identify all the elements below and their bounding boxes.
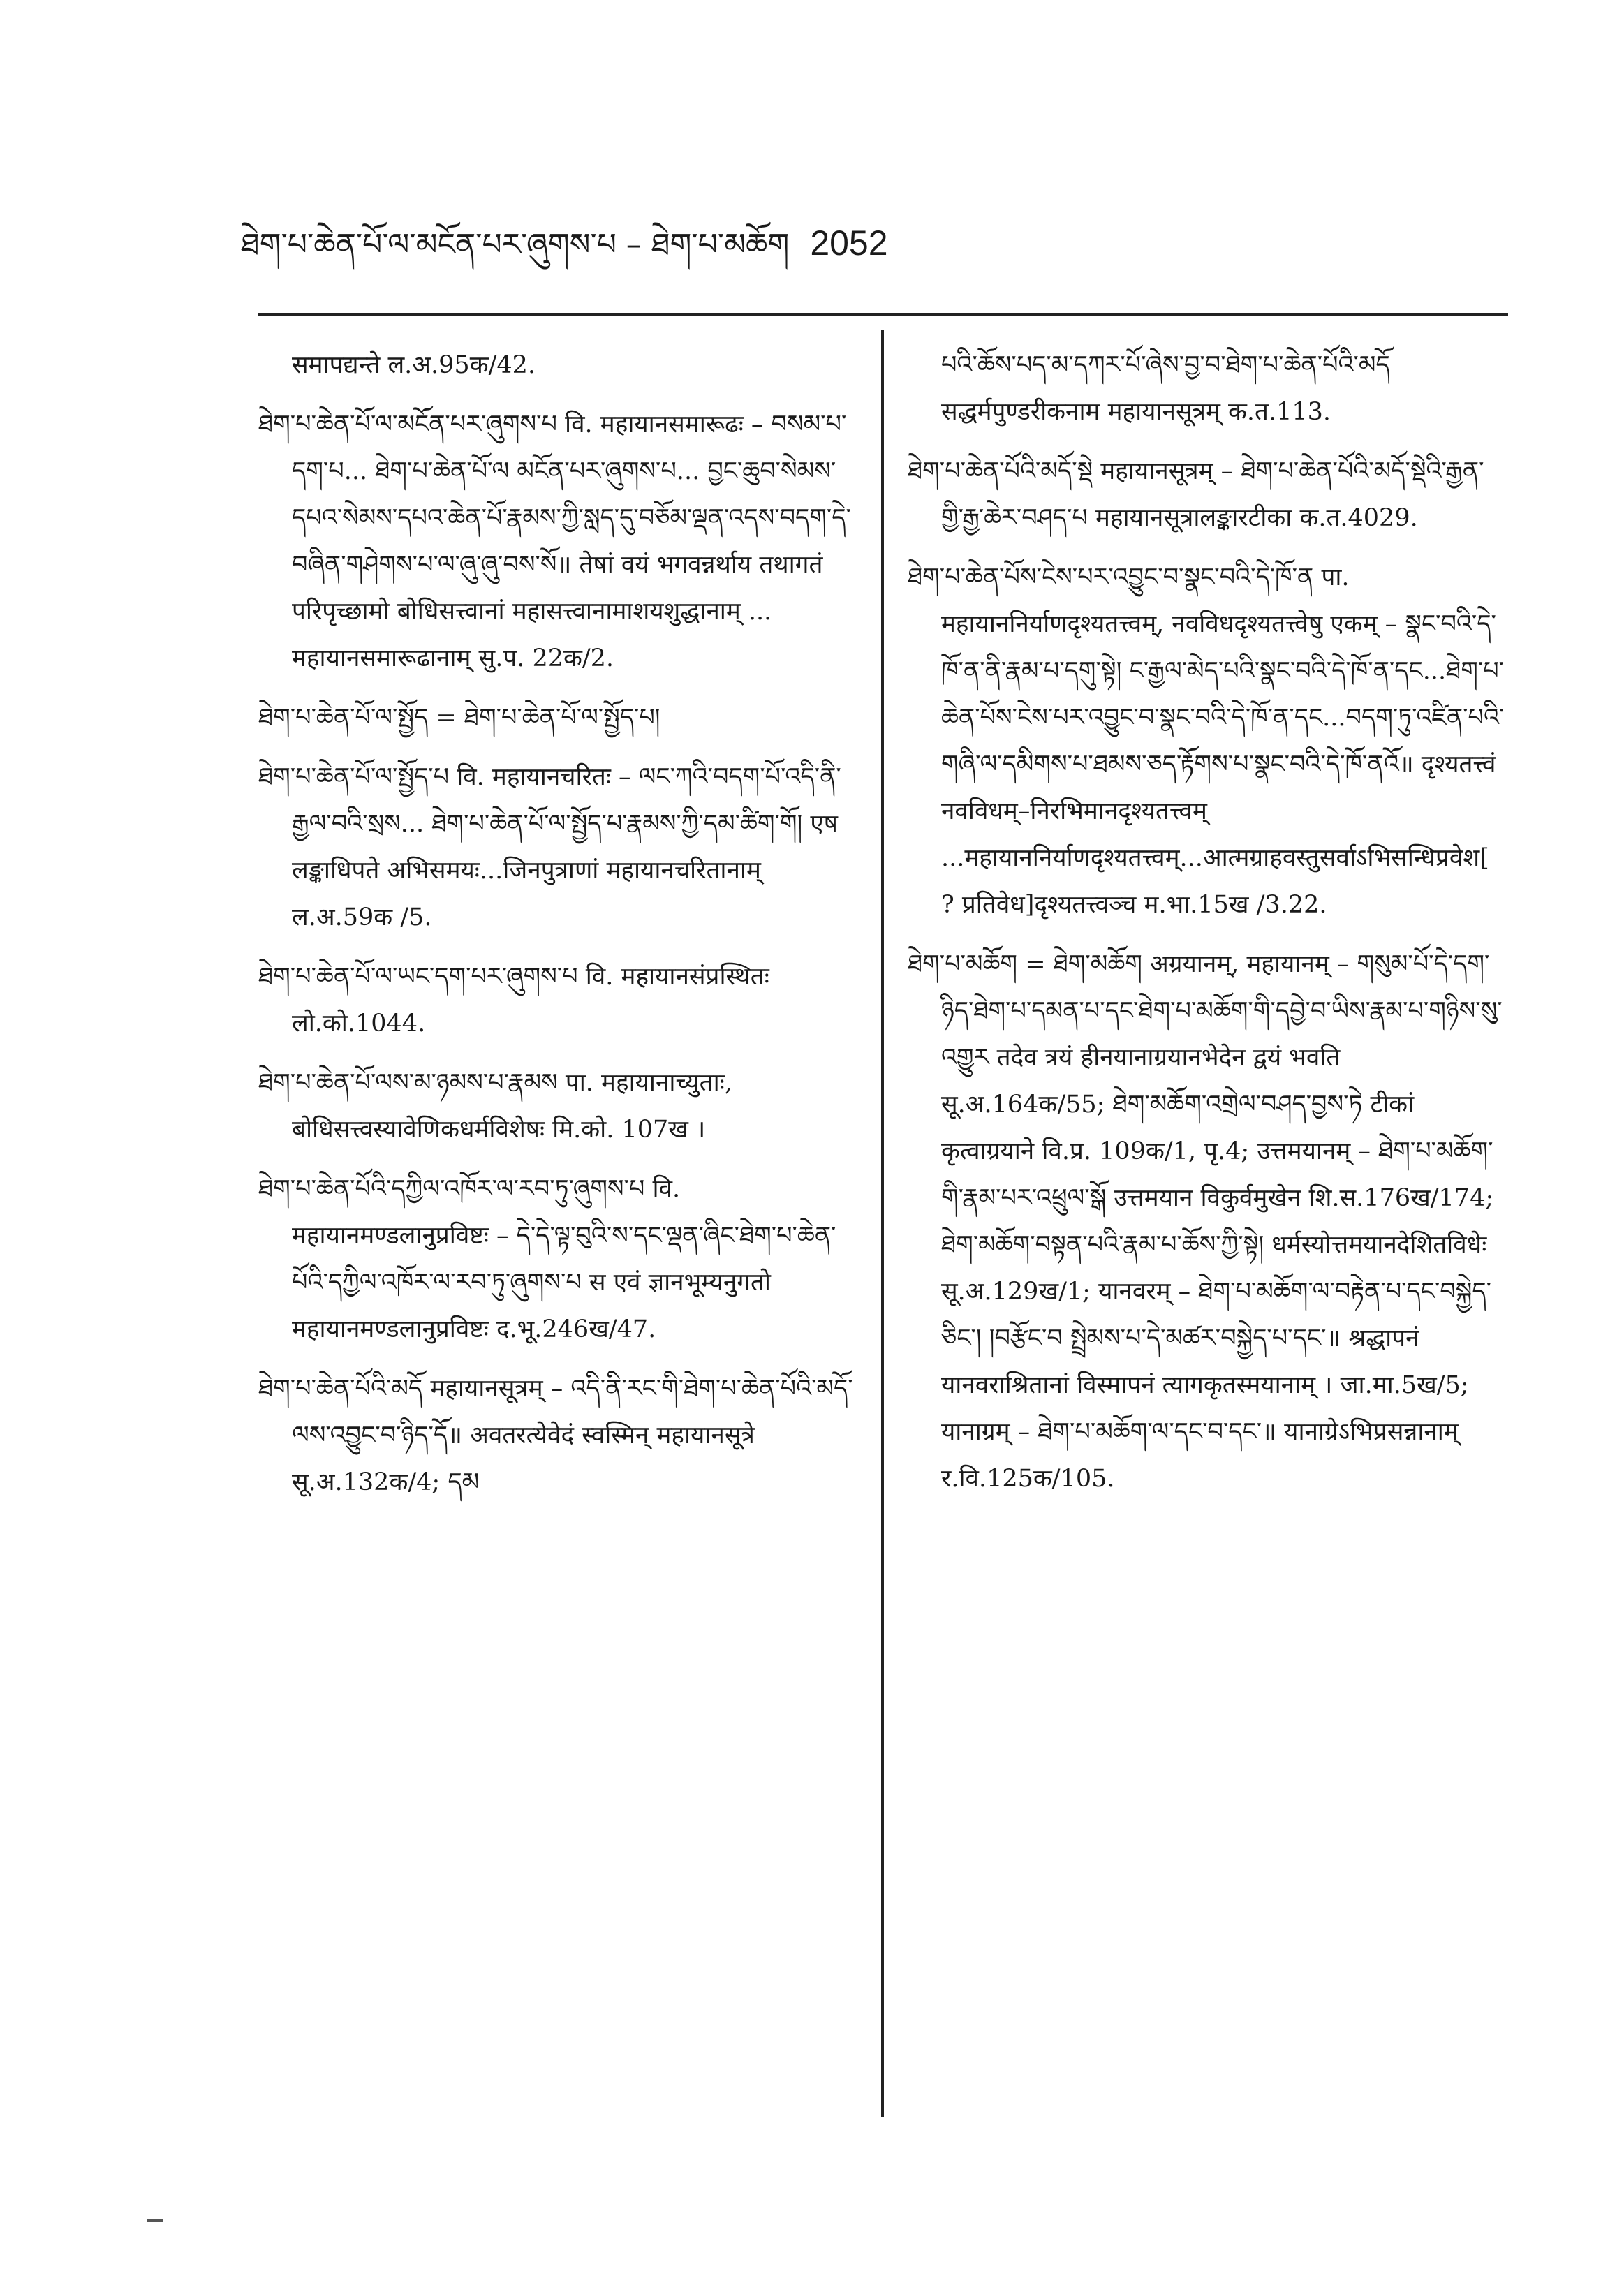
left-column: [258, 342, 855, 1519]
entry-text: महायानसूत्रम् – འདི་ནི་རང་གི་ཐེག་པ་ཆེན་པོའི་མདོ་ལས་འབྱུང་བ་ཉིད་དོ॥ अवतरत्येवेदं स्वस्मिन् महायानसूत्रे सू.अ.132क/4; དམ: [292, 1375, 853, 1496]
dictionary-entry: [258, 342, 855, 389]
entry-headword: ཐེག་པ་ཆེན་པོ་ལ་སྤྱོད: [258, 704, 429, 732]
entry-headword: ཐེག་པ་ཆེན་པོ་ལས་མ་ཉམས་པ་རྣམས: [258, 1069, 558, 1097]
dictionary-entry: [258, 1166, 855, 1353]
dictionary-entry: [258, 754, 855, 941]
dictionary-entry: [908, 941, 1505, 1503]
entry-text: समापद्यन्ते ल.अ.95क/42.: [292, 351, 536, 379]
entry-headword: ཐེག་པ་ཆེན་པོས་ངེས་པར་འབྱུང་བ་སྣང་བའི་དེ་ཁོ་ན: [908, 563, 1314, 591]
entry-headword: ཐེག་པ་ཆེན་པོའི་མདོ་སྡེ: [908, 457, 1093, 485]
entry-text: वि. महायानमण्डलानुप्रविष्टः – དེ་དེ་ལྟ་བུའི་ས་དང་ལྡན་ཞིང་ཐེག་པ་ཆེན་པོའི་དཀྱིལ་འཁོར་ལ་རབ་ཏུ་ཞུགས་པ स एवं ज्ञानभूम्यनुगतो महायानमण्डलानुप्रविष्टः द.भू.246ख/47.: [292, 1175, 836, 1343]
entry-headword: ཐེག་པ་ཆེན་པོ་ལ་ཡང་དག་པར་ཞུགས་པ: [258, 963, 578, 991]
entry-headword: ཐེག་པ་ཆེན་པོ་ལ་སྤྱོད་པ: [258, 763, 450, 791]
page-header: [241, 222, 939, 266]
entry-text: महायानसूत्रम् – ཐེག་པ་ཆེན་པོའི་མདོ་སྡེའི་རྒྱན་གྱི་རྒྱ་ཆེར་བཤད་པ महायानसूत्रालङ्कारटीका क.त.4029.: [941, 457, 1484, 532]
dictionary-entry: [908, 554, 1505, 929]
scan-mark: [147, 2219, 163, 2222]
entry-text: པའི་ཆོས་པད་མ་དཀར་པོ་ཞེས་བྱ་བ་ཐེག་པ་ཆེན་པོའི་མདོ सद्धर्मपुण्डरीकनाम महायानसूत्रम् क.त.113.: [941, 351, 1390, 426]
entry-text: वि. महायानचरितः – ལང་ཀའི་བདག་པོ་འདི་ནི་རྒྱལ་བའི་སྲས... ཐེག་པ་ཆེན་པོ་ལ་སྤྱོད་པ་རྣམས་ཀྱི་དམ་ཚིག་གོ། एष लङ्काधिपते अभिसमयः...जिनपुत्राणां महायानचरितानाम् ल.अ.59क /5.: [292, 763, 841, 931]
entry-headword: ཐེག་པ་ཆེན་པོའི་དཀྱིལ་འཁོར་ལ་རབ་ཏུ་ཞུགས་པ: [258, 1175, 645, 1203]
entry-headword: ཐེག་པ་ཆེན་པོ་ལ་མངོན་པར་ཞུགས་པ: [258, 411, 557, 438]
column-divider: [881, 330, 884, 2117]
dictionary-entry: [258, 695, 855, 741]
entry-text: पा. महायाननिर्याणदृश्यतत्त्वम्, नवविधदृश्यतत्त्वेषु एकम् – སྣང་བའི་དེ་ཁོ་ན་ནི་རྣམ་པ་དགུ་སྟེ། ང་རྒྱལ་མེད་པའི་སྣང་བའི་དེ་ཁོ་ན་དང...ཐེག་པ་ཆེན་པོས་ངེས་པར་འབྱུང་བ་སྣང་བའི་དེ་ཁོ་ན་དང...བདག་ཏུ་འཛིན་པའི་གཞི་ལ་དམིགས་པ་ཐམས་ཅད་རྟོགས་པ་སྣང་བའི་དེ་ཁོ་ནའོ॥ दृश्यतत्त्वं नवविधम्–निरभिमानदृश्यतत्त्वम् ...महायाननिर्याणदृश्यतत्त्वम्...आत्मग्राहवस्तुसर्वाऽभिसन्धिप्रवेश[ ? प्रतिवेध]दृश्यतत्त्वञ्च म.भा.15ख /3.22.: [941, 563, 1505, 919]
entry-text: वि. महायानसमारूढः – བསམ་པ་དག་པ... ཐེག་པ་ཆེན་པོ་ལ མངོན་པར་ཞུགས་པ... བྱང་ཆུབ་སེམས་དཔའ་སེམས་དཔའ་ཆེན་པོ་རྣམས་ཀྱི་སླད་དུ་བཅོམ་ལྡན་འདས་བདག་དེ་བཞིན་གཤེགས་པ་ལ་ཞུ་ཞུ་བས་སོ॥ तेषां वयं भगवन्नर्थाय तथागतं परिपृच्छामो बोधिसत्त्वानां महासत्त्वानामाशयशुद्धानाम् ... महायानसमारूढानाम् सु.प. 22क/2.: [292, 411, 851, 672]
header-rule: [258, 313, 1508, 316]
running-title: ཐེག་པ་ཆེན་པོ་ལ་མངོན་པར་ཞུགས་པ – ཐེག་པ་མཆོག: [241, 227, 790, 263]
entry-text: = ཐེག་པ་ཆེན་པོ་ལ་སྤྱོད་པ།: [436, 704, 660, 732]
entry-text: पा. महायानाच्युताः, बोधिसत्त्वस्यावेणिकधर्मविशेषः मि.को. 107ख ।: [292, 1069, 732, 1144]
dictionary-entry: [908, 342, 1505, 436]
right-column: [908, 342, 1505, 1515]
page-number: 2052: [810, 223, 888, 263]
dictionary-entry: [258, 1060, 855, 1153]
dictionary-entry: [258, 954, 855, 1047]
entry-headword: ཐེག་པ་ཆེན་པོའི་མདོ: [258, 1375, 423, 1403]
entry-text: = ཐེག་མཆོག अग्रयानम्, महायानम् – གསུམ་པོ་དེ་དག་ཉིད་ཐེག་པ་དམན་པ་དང་ཐེག་པ་མཆོག་གི་དབྱེ་བ་ཡིས་རྣམ་པ་གཉིས་སུ་འགྱུར तदेव त्रयं हीनयानाग्रयानभेदेन द्वयं भवति सू.अ.164क/55; ཐེག་མཆོག་འགྲེལ་བཤད་བྱས་ཏེ टीकां कृत्वाग्रयाने वि.प्र. 109क/1, पृ.4; उत्तमयानम् – ཐེག་པ་མཆོག་གི་རྣམ་པར་འཕྲུལ་སྒོ उत्तमयान विकुर्वमुखेन शि.स.176ख/174; ཐེག་མཆོག་བསྟན་པའི་རྣམ་པ་ཆོས་ཀྱི་སྟེ། धर्मस्योत्तमयानदेशितविधेः सू.अ.129ख/1; यानवरम् – ཐེག་པ་མཆོག་ལ་བརྟེན་པ་དང་བསྐྱེད་ཅིང་། །བརྩོང་བ སྤྲེམས་པ་དེ་མཚར་བསྐྱེད་པ་དང་॥ श्रद्धापनं यानवराश्रितानां विस्मापनं त्यागकृतस्मयानाम् । जा.मा.5ख/5; यानाग्रम् – ཐེག་པ་མཆོག་ལ་དང་བ་དང་॥ यानाग्रेऽभिप्रसन्नानाम् र.वि.125क/105.: [941, 950, 1503, 1493]
entry-text: वि. महायानसंप्रस्थितः लो.को.1044.: [292, 963, 769, 1038]
dictionary-entry: [258, 1366, 855, 1506]
dictionary-entry: [908, 448, 1505, 542]
dictionary-entry: [258, 401, 855, 682]
entry-headword: ཐེག་པ་མཆོག: [908, 950, 1018, 978]
